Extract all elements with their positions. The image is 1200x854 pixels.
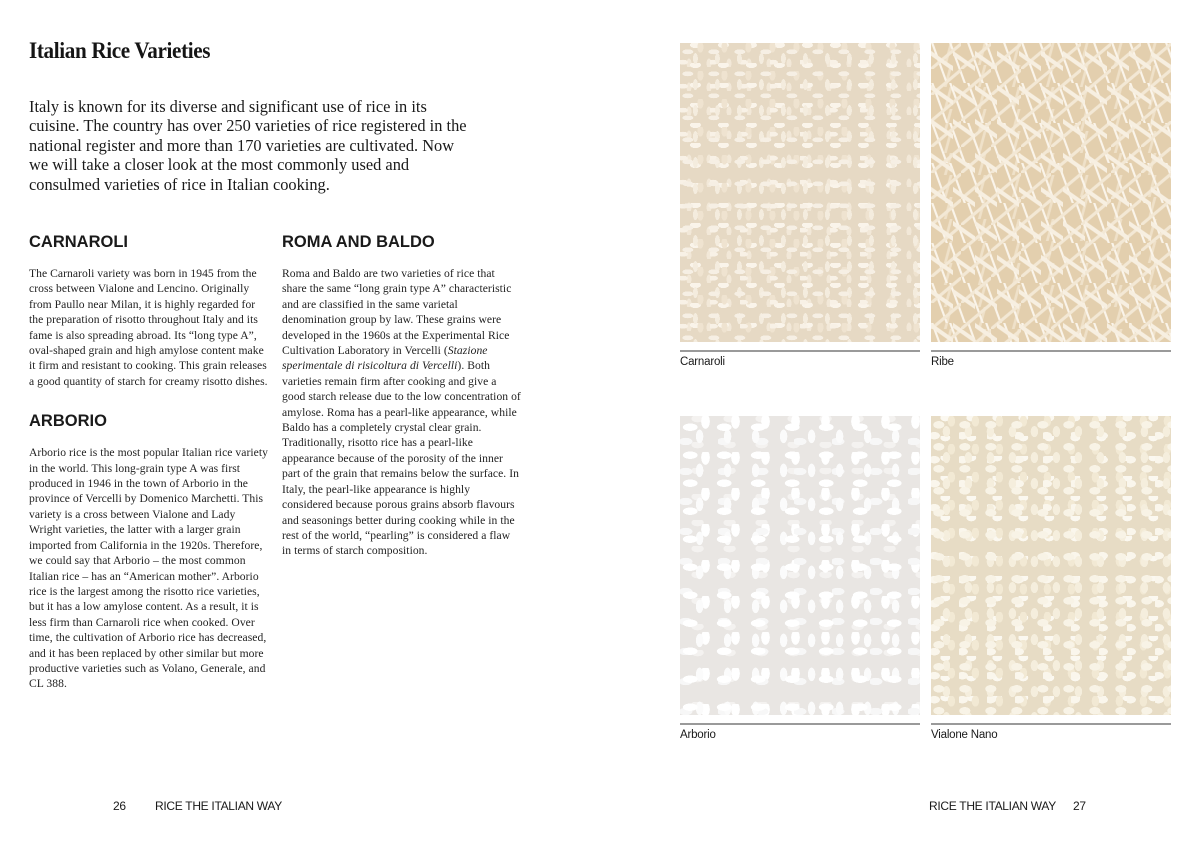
photo-cell-arborio [680,416,920,741]
caption-rule [931,723,1171,725]
photo-cell-carnaroli [680,43,920,368]
section-body [282,266,522,559]
carnaroli-rice-photo [680,43,920,342]
column-left [29,232,269,692]
body-text: ). Both varieties remain firm after cooking and give a good starch release due to the low concentration of amylose. Roma has a pearl-like appearance, while Baldo has a completely crystal clear grain. Traditionally, risotto rice has a pearl-like appearance because of the porosity of the inner part of the grain that remains below the surface. In Italy, the pearl-like appearance is highly considered because porous grains absorb flavours and seasonings better during cooking while in the rest of the world, “pearling” is considered a flaw in terms of starch composition. [282,359,521,558]
column-right [282,232,522,559]
intro-paragraph: Italy is known for its diverse and significant use of rice in its cuisine. The country has over 250 varieties of rice registered in the national register and more than 170 varieties are cultivated. Now we will take a closer look at the most commonly used and consulmed varieties of rice in Italian cooking. [29,97,467,194]
section-body: The Carnaroli variety was born in 1945 from the cross between Vialone and Lencino. Originally from Paullo near Milan, it is highly regarded for the preparation of risotto throughout Italy and its fame is also spreading abroad. Its “long type A”, oval-shaped grain and high amylose content make it firm and resistant to cooking. This grain releases a good quantity of starch for creamy risotto dishes. [29,267,268,388]
section-arborio [29,411,269,692]
section-carnaroli [29,232,269,389]
section-body: Arborio rice is the most popular Italian rice variety in the world. This long-grain type A was first produced in 1946 in the town of Arborio in the province of Vercelli by Domenico Marchetti. This variety is a cross between Vialone and Lady Wright varieties, the latter with a larger grain imported from California in the 1920s. Therefore, we could say that Arborio – the most common Italian rice – has an “American mother”. Arborio rice is the largest among the risotto rice varieties, but it has a low amylose content. As a result, it is less firm than Carnaroli rice when cooked. Over time, the cultivation of Arborio rice has decreased, and it has been replaced by other similar but more productive varieties such as Volano, Generale, and CL 388. [29,446,268,691]
running-title-left: RICE THE ITALIAN WAY [155,799,282,813]
ribe-rice-photo [931,43,1171,342]
section-heading: ARBORIO [29,412,107,431]
page-number-right: 27 [1073,799,1086,813]
photo-cell-vialone-nano [931,416,1171,741]
caption-rule [680,350,920,352]
photo-caption: Ribe [931,356,954,368]
photo-caption: Vialone Nano [931,729,998,741]
page-number-left: 26 [113,799,126,813]
body-text: Roma and Baldo are two varieties of rice that share the same “long grain type A” characteristic and are classified in the same varietal denomination group by law. These grains were developed in the 1960s at the Experimental Rice Cultivation Laboratory in Vercelli ( [282,267,512,358]
running-title-right: RICE THE ITALIAN WAY [929,799,1056,813]
photo-caption: Carnaroli [680,356,725,368]
caption-rule [680,723,920,725]
section-roma-and-baldo [282,232,522,559]
section-heading: ROMA AND BALDO [282,233,435,251]
caption-rule [931,350,1171,352]
vialone-nano-rice-photo [931,416,1171,715]
arborio-rice-photo [680,416,920,715]
section-heading: CARNAROLI [29,233,128,251]
page-title: Italian Rice Varieties [29,38,211,63]
photo-caption: Arborio [680,729,716,741]
photo-cell-ribe [931,43,1171,368]
right-page [600,0,1200,854]
italic-term: Stazione sperimentale di risicoltura di Vercelli [282,344,488,373]
